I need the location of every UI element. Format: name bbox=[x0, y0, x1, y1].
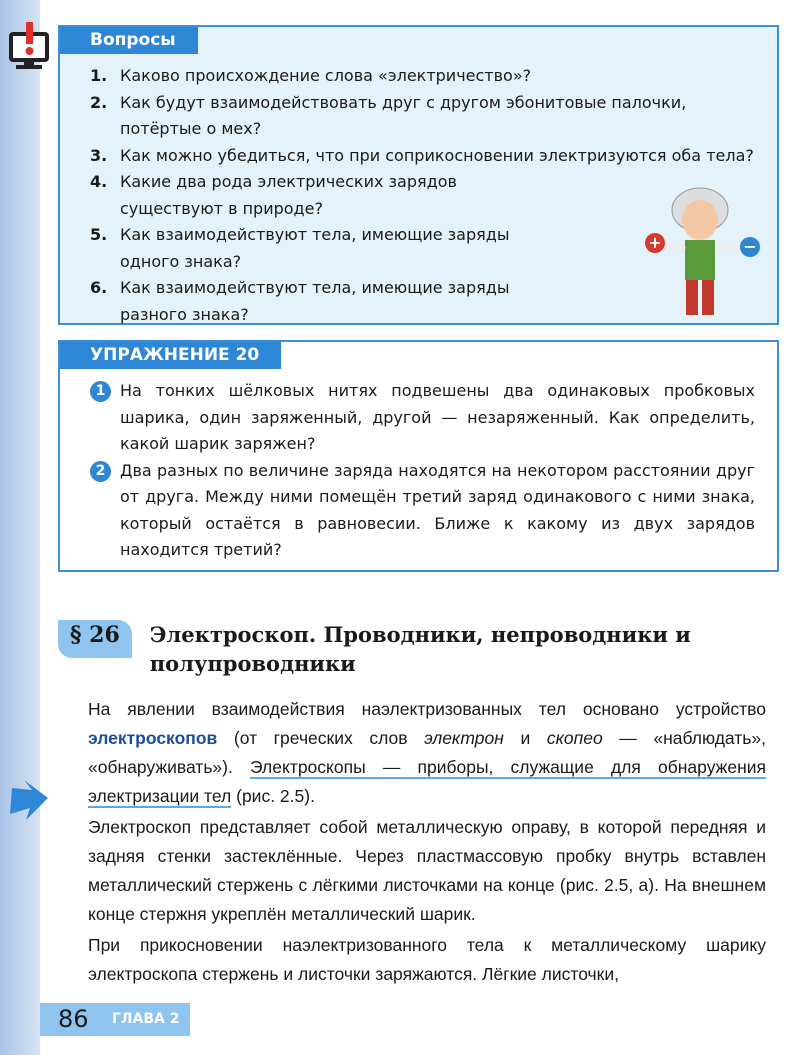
question-text: Как взаимодействуют тела, имеющие заряды одного знака? bbox=[120, 225, 510, 271]
question-item bbox=[90, 63, 770, 90]
question-item bbox=[90, 169, 530, 222]
questions-title: Вопросы bbox=[60, 27, 198, 54]
question-item bbox=[90, 90, 770, 143]
page-margin-strip bbox=[0, 0, 40, 1055]
exercise-box bbox=[58, 340, 779, 572]
minus-charge: − bbox=[743, 237, 757, 256]
exercise-text: На тонких шёлковых нитях подвешены два одинаковых пробковых шарика, один заряженный, другой — незаряженный. Как определить, какой шарик заряжен? bbox=[120, 381, 755, 453]
paragraph-2: Электроскоп представляет собой металлическую оправу, в которой передняя и задняя стенки застеклённые. Через пластмассовую пробку внутрь вставлен металлический стержень с лёгкими листочками на конце (рис. 2.5, а). На внешнем конце стержня укреплён металлический шарик. bbox=[88, 817, 766, 924]
question-item bbox=[90, 143, 770, 170]
body-text bbox=[88, 695, 766, 995]
question-number: 5. bbox=[90, 225, 108, 244]
question-text: Какие два рода электрических зарядов существуют в природе? bbox=[120, 172, 457, 218]
question-number: 6. bbox=[90, 278, 108, 297]
section-number: § 26 bbox=[58, 620, 132, 658]
section-title: Электроскоп. Проводники, непроводники и полупроводники bbox=[149, 622, 691, 676]
section-heading bbox=[58, 620, 750, 678]
question-text: Как будут взаимодействовать друг с другом эбонитовые палочки, потёртые о мех? bbox=[120, 92, 687, 138]
question-item bbox=[90, 222, 530, 275]
paragraph-3: При прикосновении наэлектризованного тела к металлическому шарику электроскопа стержень и листочки заряжаются. Лёгкие листочки, bbox=[88, 935, 766, 984]
question-number: 4. bbox=[90, 172, 108, 191]
question-item bbox=[90, 275, 530, 328]
exercise-item bbox=[90, 458, 755, 564]
page-number: 86 bbox=[58, 1005, 89, 1033]
exercise-number: 2 bbox=[90, 461, 111, 482]
exercise-list bbox=[90, 378, 755, 564]
question-number: 1. bbox=[90, 66, 108, 85]
exercise-number: 1 bbox=[90, 381, 111, 402]
chapter-label: ГЛАВА 2 bbox=[112, 1011, 180, 1027]
exercise-text: Два разных по величине заряда находятся на некотором расстоянии друг от друга. Между ними помещён третий заряд одинакового с ними знака, который остаётся в равновесии. Ближе к какому из двух зарядов находится третий? bbox=[120, 460, 755, 559]
monitor-alert-icon bbox=[8, 22, 52, 72]
term-electroscopes: электроскопов bbox=[88, 728, 218, 748]
definition-arrow-icon bbox=[2, 768, 52, 838]
question-number: 3. bbox=[90, 145, 108, 165]
question-text: Как взаимодействуют тела, имеющие заряды разного знака? bbox=[120, 278, 510, 324]
question-text: Каково происхождение слова «электричество»? bbox=[120, 66, 532, 85]
question-text: Как можно убедиться, что при соприкосновении электризуются оба тела? bbox=[120, 145, 754, 165]
question-number: 2. bbox=[90, 92, 108, 112]
definition: Электроскопы — приборы, служащие для обнаружения электризации тел bbox=[88, 757, 767, 806]
scientist-illustration bbox=[640, 185, 770, 324]
plus-charge: + bbox=[648, 233, 662, 252]
paragraph-1: На явлении взаимодействия наэлектризованных тел основано устройство электроскопов (от греческих слов электрон и скопео — «наблюдать», «обнаруживать»). Электроскопы — приборы, служащие для обнаружения электризации тел (рис. 2.5). bbox=[88, 699, 767, 806]
exercise-item bbox=[90, 378, 755, 458]
exercise-title: УПРАЖНЕНИЕ 20 bbox=[60, 342, 281, 369]
